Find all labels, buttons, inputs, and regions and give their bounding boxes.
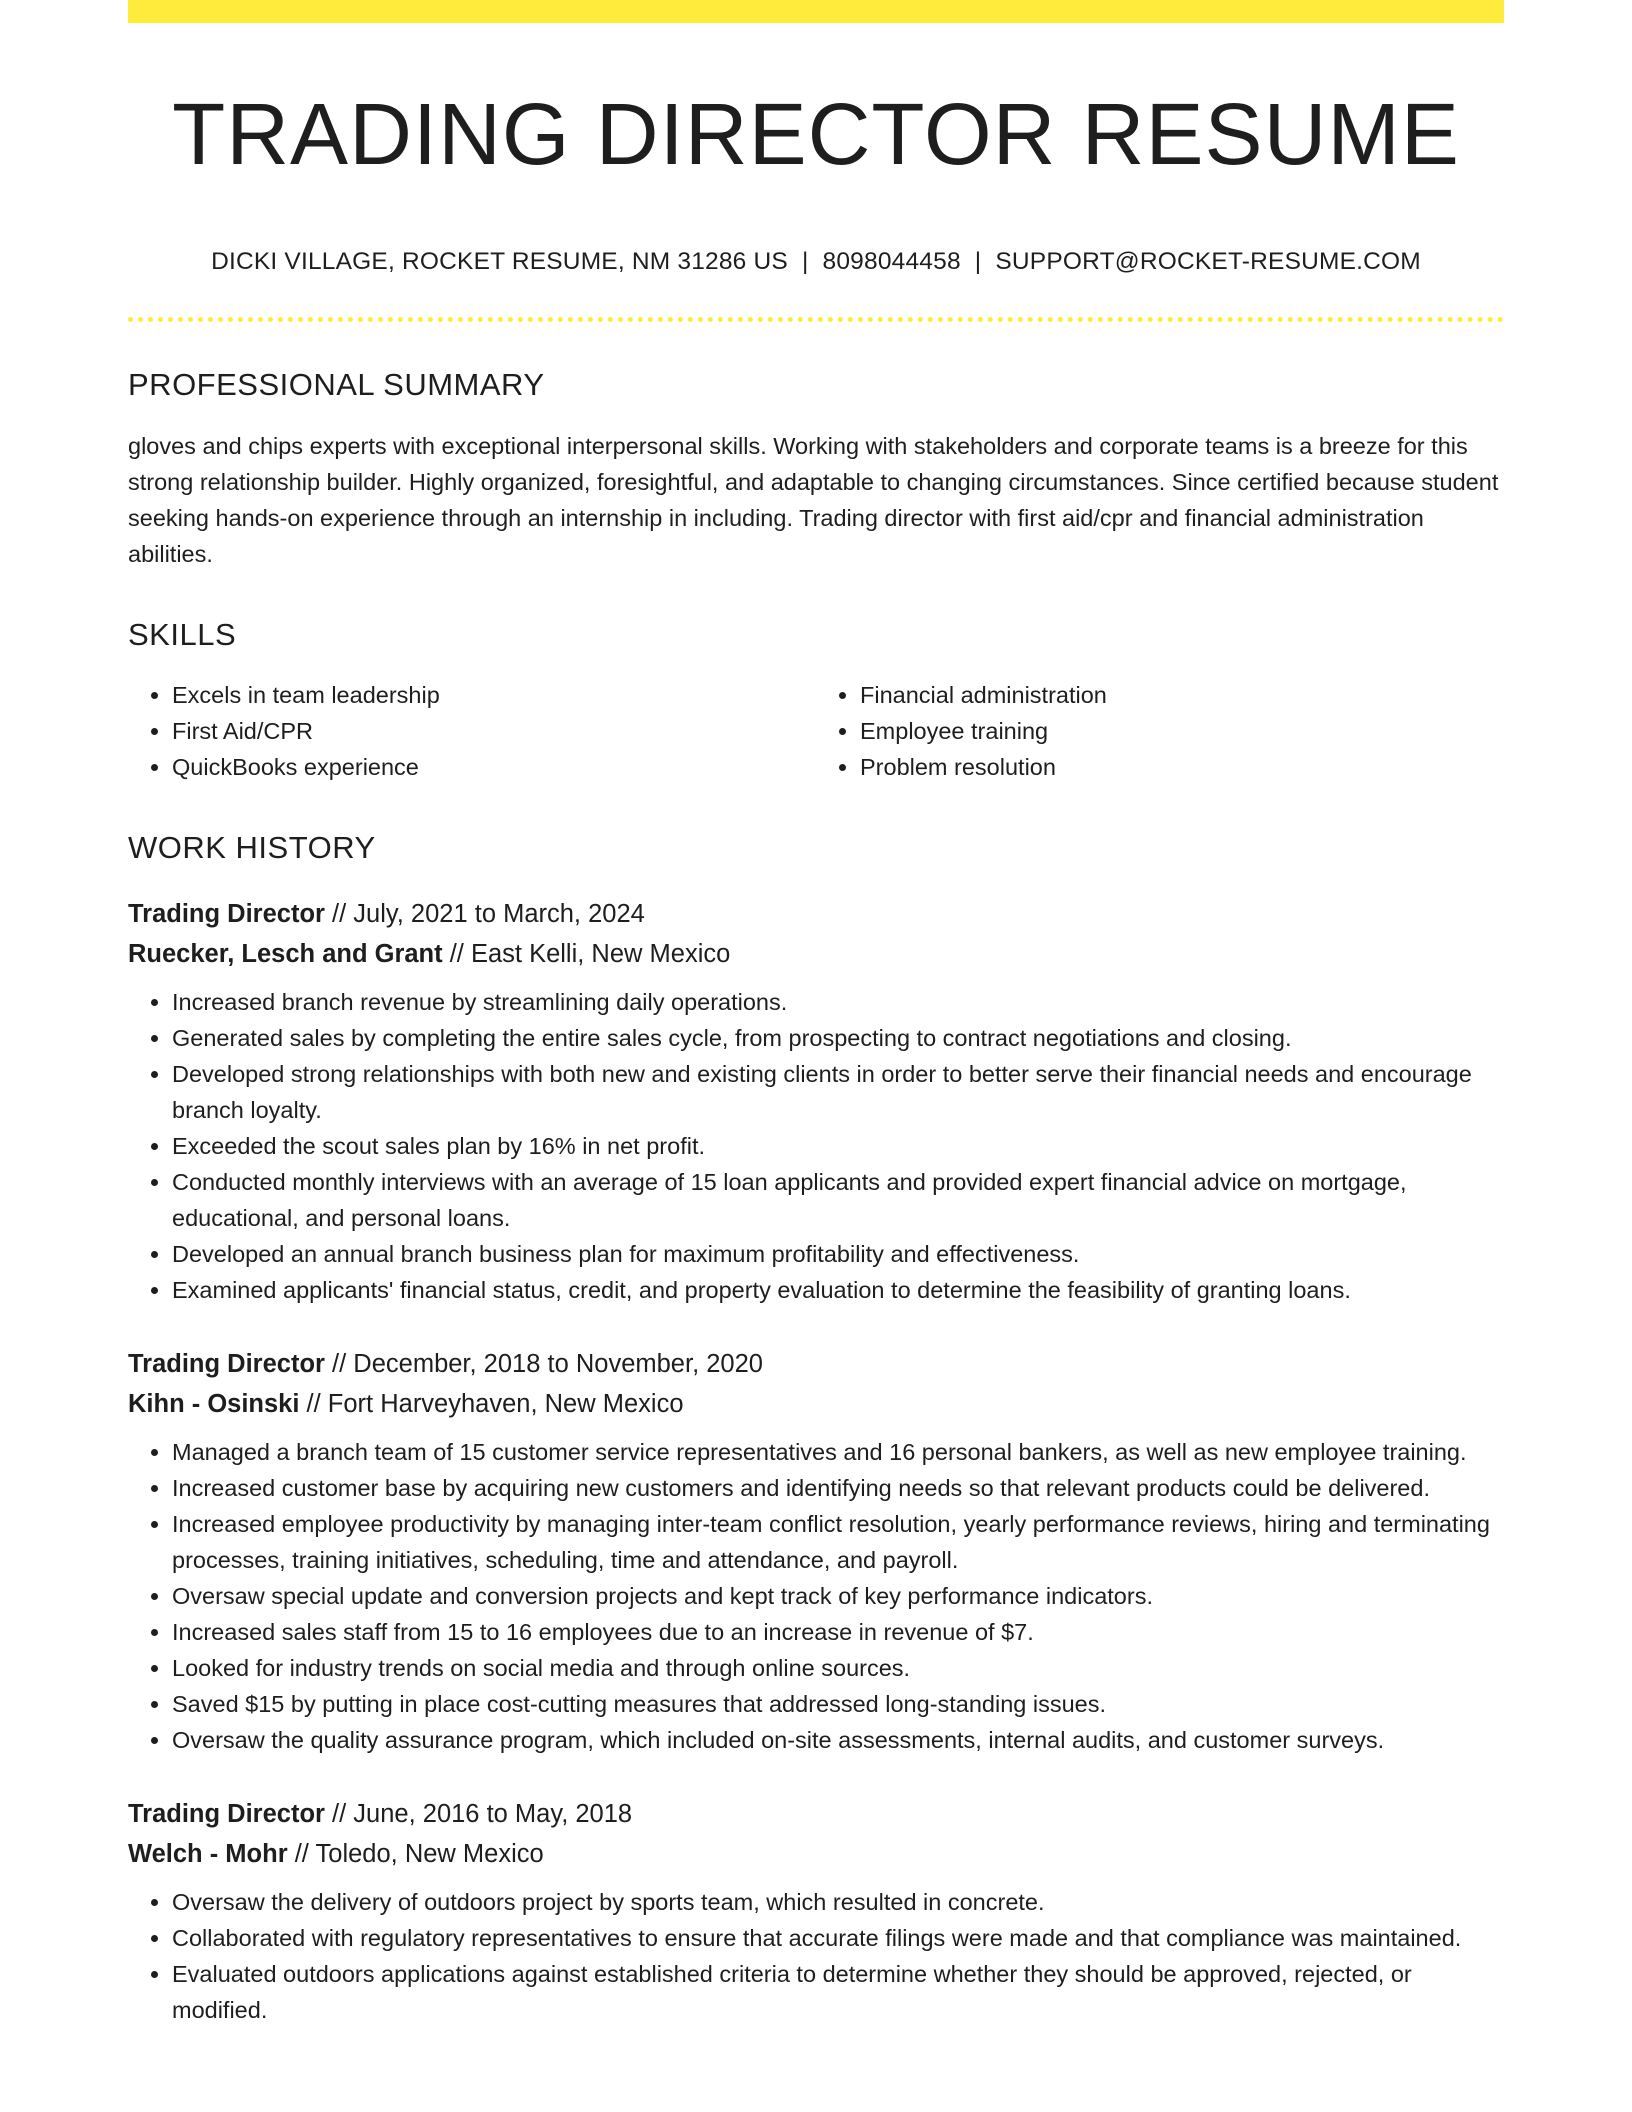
page-title: TRADING DIRECTOR RESUME <box>172 86 1460 183</box>
skills-column-right <box>816 677 1504 785</box>
job-bullets <box>128 984 1504 1308</box>
job-bullet: • Generated sales by completing the entire sales cycle, from prospecting to contract negotiations and closing. <box>172 1020 1504 1056</box>
job-bullet: • Examined applicants' financial status, credit, and property evaluation to determine the feasibility of granting loans. <box>172 1272 1504 1308</box>
job-company: Welch - Mohr <box>128 1840 288 1869</box>
job-bullet: • Exceeded the scout sales plan by 16% in net profit. <box>172 1128 1504 1164</box>
job-bullets <box>128 1434 1504 1758</box>
work-history-heading: WORK HISTORY <box>128 830 376 866</box>
job-title: Trading Director <box>128 1800 325 1829</box>
job-bullet: • Saved $15 by putting in place cost-cutting measures that addressed long-standing issues. <box>172 1686 1504 1722</box>
job-bullet: • Oversaw special update and conversion projects and kept track of key performance indicators. <box>172 1578 1504 1614</box>
job-location: East Kelli, New Mexico <box>470 940 731 969</box>
job-delimiter: // <box>299 1390 328 1419</box>
contact-separator: | <box>974 248 982 276</box>
job-location: Fort Harveyhaven, New Mexico <box>327 1390 684 1419</box>
contact-phone: 8098044458 <box>822 248 961 276</box>
job-company-line <box>128 1384 1504 1424</box>
resume-page <box>128 0 1504 2028</box>
skill-item: • Excels in team leadership <box>172 677 816 713</box>
summary-text: gloves and chips experts with exceptional interpersonal skills. Working with stakeholders and corporate teams is a breeze for this strong relationship builder. Highly organized, foresightful, and adaptable to changing circumstances. Since certified because student seeking hands-on experience through an internship in including. Trading director with first aid/cpr and financial administration abilities. <box>128 432 1499 567</box>
job-delimiter: // <box>324 900 354 929</box>
job-bullet: • Looked for industry trends on social media and through online sources. <box>172 1650 1504 1686</box>
job-bullets <box>128 1884 1504 2028</box>
job-title-line <box>128 894 1504 934</box>
job-bullet: • Increased customer base by acquiring new customers and identifying needs so that relevant products could be delivered. <box>172 1470 1504 1506</box>
job-dates: December, 2018 to November, 2020 <box>353 1350 763 1379</box>
dotted-divider <box>128 317 1504 322</box>
skill-item: • Problem resolution <box>860 749 1504 785</box>
skill-item: • QuickBooks experience <box>172 749 816 785</box>
accent-top-bar <box>128 0 1504 23</box>
job-dates: July, 2021 to March, 2024 <box>353 900 645 929</box>
job-bullet: • Evaluated outdoors applications against established criteria to determine whether they should be approved, rejected, or modified. <box>172 1956 1504 2028</box>
job-title: Trading Director <box>128 900 325 929</box>
job-bullet: • Increased branch revenue by streamlining daily operations. <box>172 984 1504 1020</box>
job-delimiter: // <box>287 1840 316 1869</box>
job-bullet: • Oversaw the quality assurance program, which included on-site assessments, internal audits, and customer surveys. <box>172 1722 1504 1758</box>
job-company: Kihn - Osinski <box>128 1390 300 1419</box>
job-bullet: • Oversaw the delivery of outdoors project by sports team, which resulted in concrete. <box>172 1884 1504 1920</box>
job-bullet: • Conducted monthly interviews with an average of 15 loan applicants and provided expert financial advice on mortgage, educational, and personal loans. <box>172 1164 1504 1236</box>
skills-heading: SKILLS <box>128 616 237 652</box>
contact-address: DICKI VILLAGE, ROCKET RESUME, NM 31286 US <box>211 248 788 276</box>
contact-email: SUPPORT@ROCKET-RESUME.COM <box>995 248 1421 276</box>
job-entry <box>128 1344 1504 1758</box>
skills-list <box>128 677 1504 785</box>
job-delimiter: // <box>442 940 471 969</box>
job-bullet: • Managed a branch team of 15 customer service representatives and 16 personal bankers, as well as new employee training. <box>172 1434 1504 1470</box>
job-bullet: • Increased sales staff from 15 to 16 employees due to an increase in revenue of $7. <box>172 1614 1504 1650</box>
job-bullet: • Collaborated with regulatory representatives to ensure that accurate filings were made and that compliance was maintained. <box>172 1920 1504 1956</box>
job-title: Trading Director <box>128 1350 325 1379</box>
job-location: Toledo, New Mexico <box>315 1840 544 1869</box>
job-title-line <box>128 1344 1504 1384</box>
job-bullet: • Developed an annual branch business plan for maximum profitability and effectiveness. <box>172 1236 1504 1272</box>
job-entry <box>128 1794 1504 2028</box>
summary-heading: PROFESSIONAL SUMMARY <box>128 366 545 402</box>
job-delimiter: // <box>324 1800 354 1829</box>
skills-column-left <box>128 677 816 785</box>
skill-item: • Employee training <box>860 713 1504 749</box>
job-delimiter: // <box>324 1350 354 1379</box>
job-entry <box>128 894 1504 1308</box>
contact-separator: | <box>801 248 809 276</box>
job-bullet: • Developed strong relationships with both new and existing clients in order to better serve their financial needs and encourage branch loyalty. <box>172 1056 1504 1128</box>
skill-item: • First Aid/CPR <box>172 713 816 749</box>
job-company-line <box>128 934 1504 974</box>
job-title-line <box>128 1794 1504 1834</box>
job-bullet: • Increased employee productivity by managing inter-team conflict resolution, yearly performance reviews, hiring and terminating processes, training initiatives, scheduling, time and attendance, and payroll. <box>172 1506 1504 1578</box>
skill-item: • Financial administration <box>860 677 1504 713</box>
job-dates: June, 2016 to May, 2018 <box>353 1800 633 1829</box>
contact-line <box>128 247 1504 276</box>
job-company-line <box>128 1834 1504 1874</box>
job-company: Ruecker, Lesch and Grant <box>128 940 443 969</box>
